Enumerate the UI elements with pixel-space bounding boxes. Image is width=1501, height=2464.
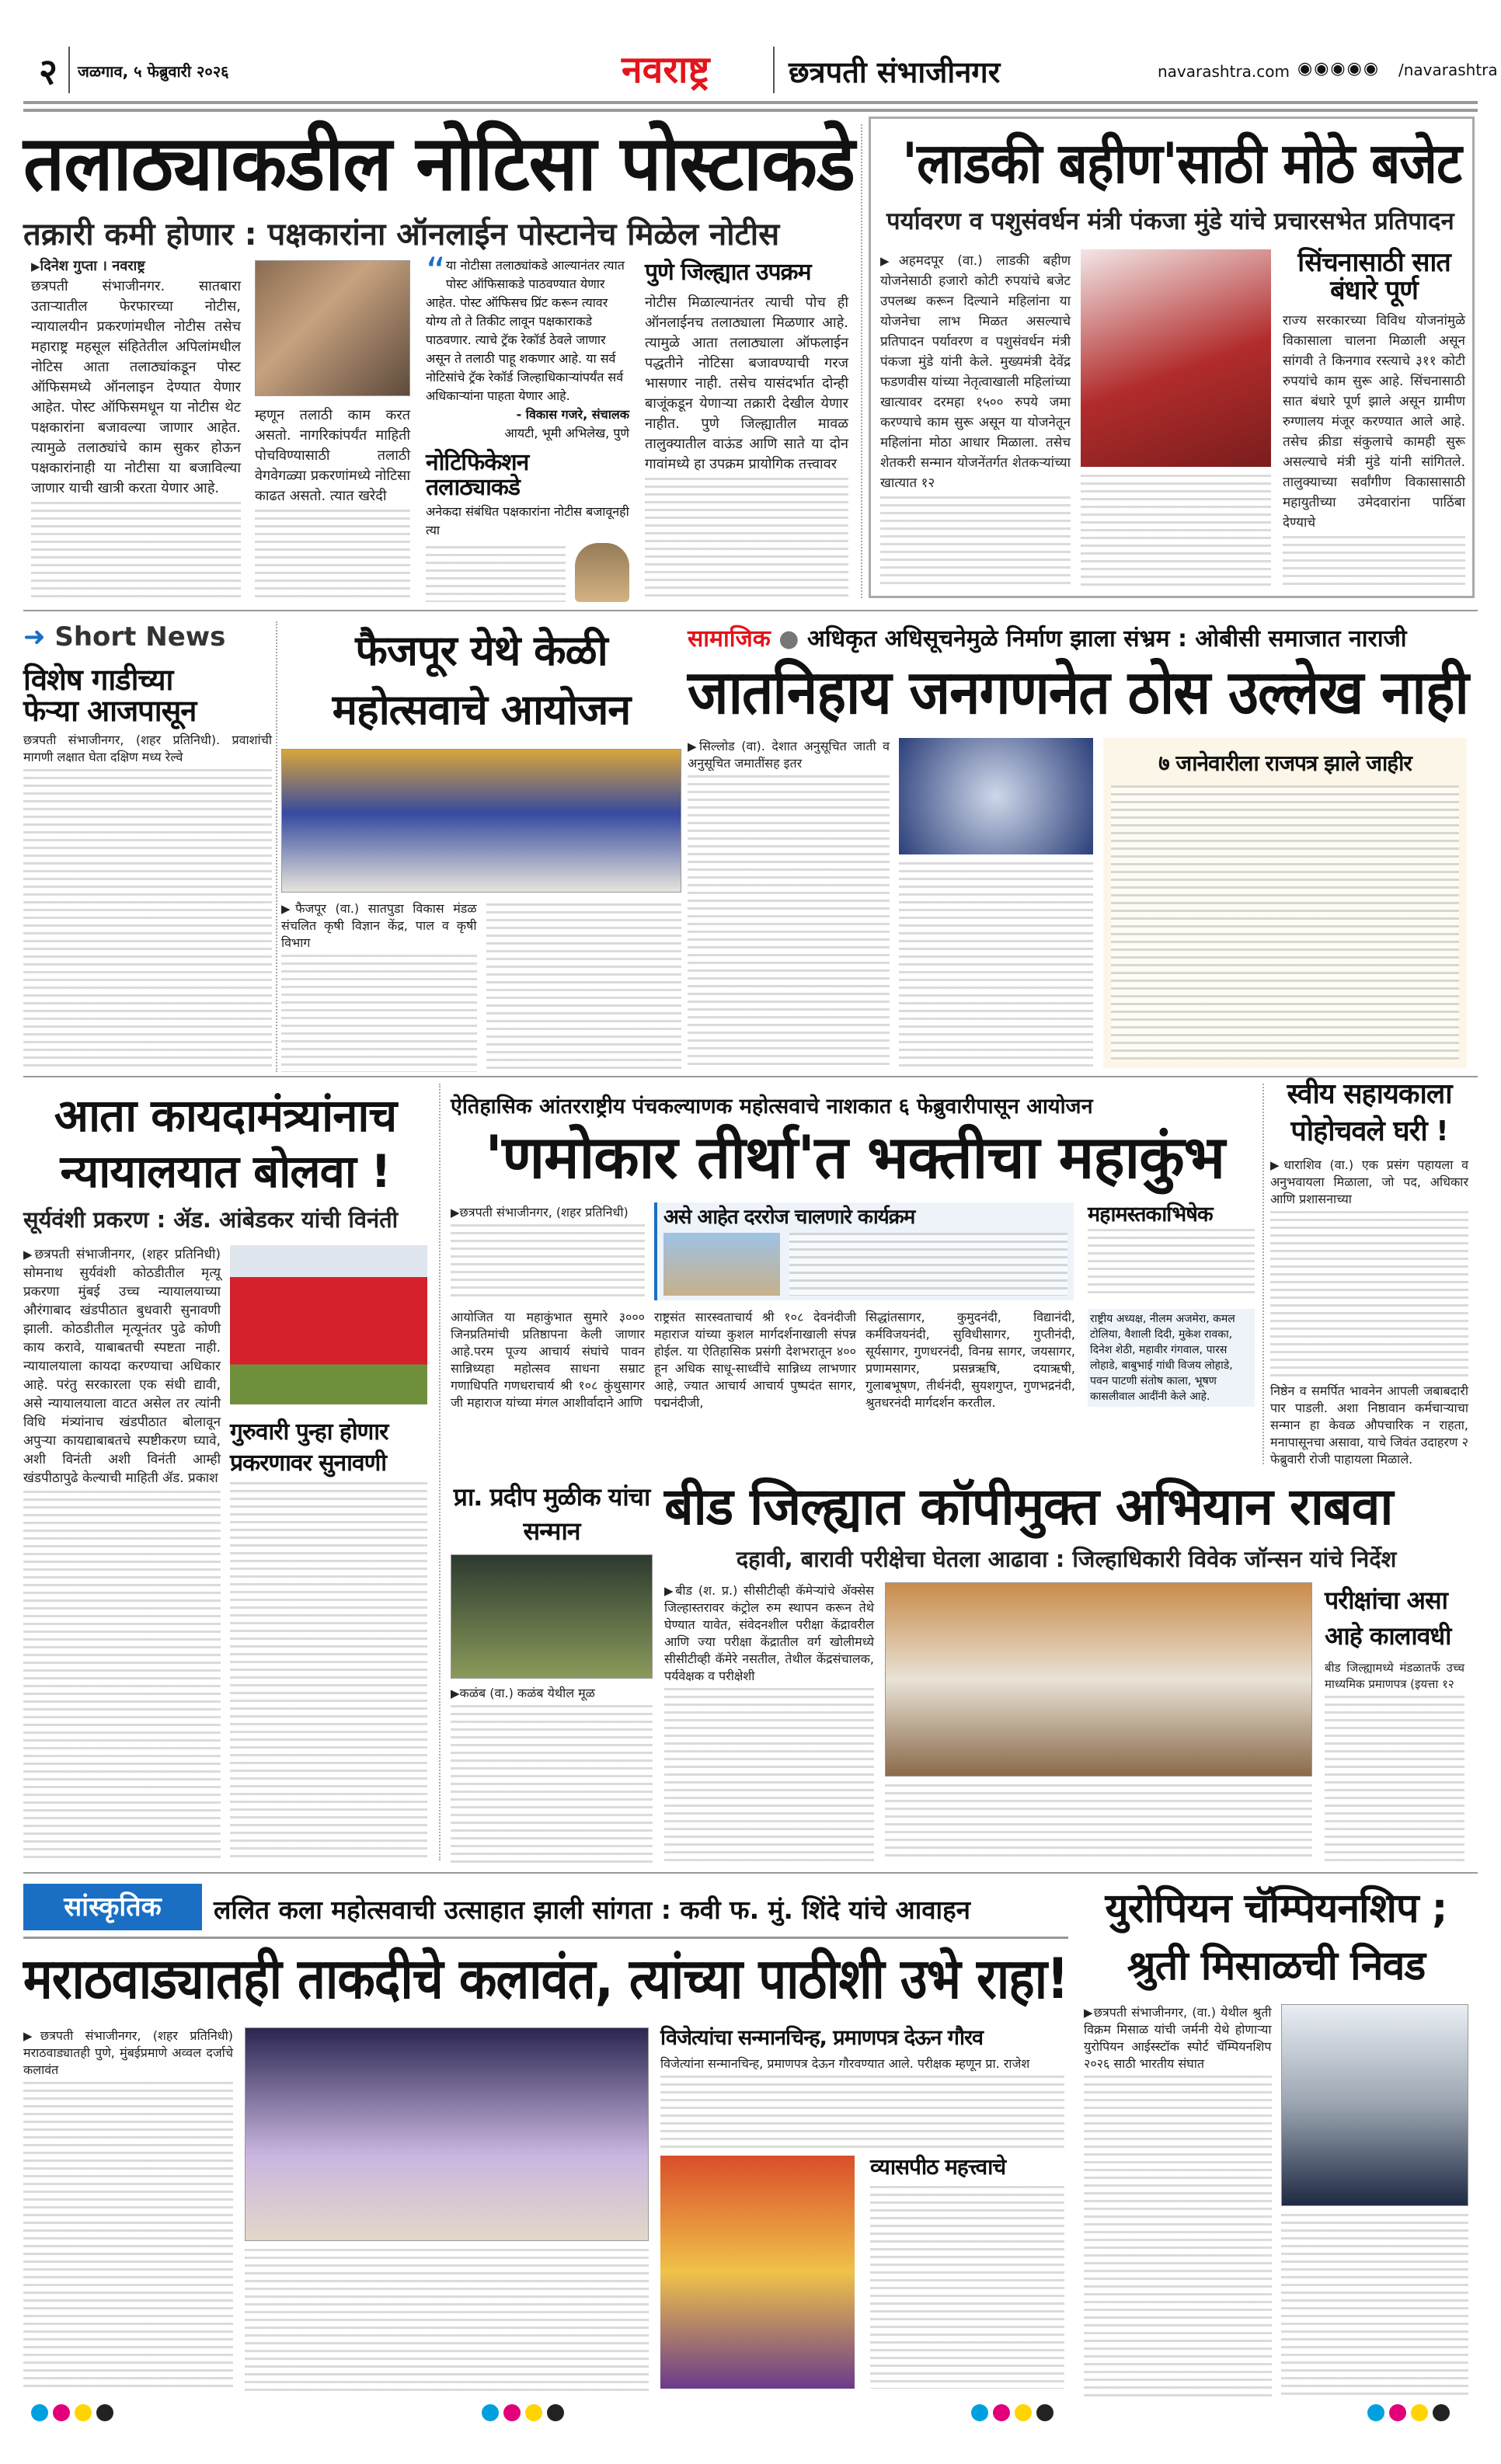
pull-quote: “ या नोटीसा तलाठ्यांकडे आल्यानंतर त्यात पोस्ट ऑफिसाकडे पाठवण्यात येणार आहेत. पोस्ट ऑफिसच प्रिंट करून त्यावर योग्य तो ते तिकीट लावून पक्षकाराकडे पाठवणार. त्याचे ट्रॅक रेकॉर्ड ठेवले जाणार असून ते तलाठी पाहू शकणार आहे. या सर्व नोटिसांचे ट्रॅक रेकॉर्ड जिल्हाधिकाऱ्यांपर्यंत सर्व अधिकाऱ्यांना पाहता येणार आहे. - विकास गजरे, संचालक आयटी, भूमी अभिलेख, पुणे नोटिफिकेशन तलाठ्याकडे अनेकदा संबंधित पक्षकारांना नोटीस बजावूनही त्या [426,256,629,602]
sidebar-body-pune: नोटीस मिळाल्यानंतर त्याची पोच ही ऑनलाईनच तलाठ्याला मिळणार आहे. त्यामुळे आता तलाठ्याला ऑफलाईन पद्धतीने नोटिसा बजावण्याची गरज भासणार नाही. तसेच यासंदर्भात दोन्ही बाजूंकडून येणाऱ्या तक्रारी देखील येणार नाहीत. पुणे जिल्ह्यातील मावळ तालुक्यातील वाऊंड आणि साते या दोन गावांमध्ये हा उपक्रम प्रायोगिक तत्त्वावर [645,294,848,472]
sidebar-heading: महामस्तकाभिषेक [1088,1202,1213,1227]
facebook-icon[interactable]: ◉ [1297,59,1315,78]
column-1: आयोजित या महाकुंभात सुमारे ३००० जिनप्रतिमांची प्रतिष्ठापना केली जाणार आहे.परम पूज्य आचार्य संघांचे पावन सान्निध्यहा महोत्सव साधना सम्राट गणाधिपति गणधराचार्य श्री १०८ कुंथुसागर जी महाराज यांच्या मंगल आशीर्वादाने आणि [451,1310,645,1410]
headline: स्वीय सहायकाला पोहोचवले घरी ! [1287,1078,1452,1147]
headline: युरोपियन चॅम्पियनशिप ; श्रुती मिसाळची निवड [1105,1885,1447,1989]
box-heading: ७ जानेवारीला राजपत्र झाले जाहीर [1158,750,1412,776]
x-icon[interactable]: ◉ [1330,59,1347,78]
story-lalit-kala [23,1884,1068,2396]
short-news-body: छत्रपती संभाजीनगर, (शहर प्रतिनिधी). प्रवाशांची मागणी लक्षात घेता दक्षिण मध्य रेल्वे [23,732,272,764]
sidebar-body: विजेत्यांना सन्मानचिन्ह, प्रमाणपत्र देऊन गौरवण्यात आले. परीक्षक म्हणून प्रा. राजेश [660,2056,1030,2072]
story-beed [664,1477,1468,1864]
story-body: छत्रपती संभाजीनगर. सातबारा उताऱ्यातील फेरफारच्या नोटीस, न्यायालयीन प्रकरणांमधील नोटीस तसेच महाराष्ट्र महसूल संहितेतील अपिलांमधील नोटिस आता तलाठ्यांकडून पोस्ट ऑफिसमध्ये ऑनलाइन देण्यात येणार आहेत. पोस्ट ऑफिसमधून या नोटीस थेट पक्षकारांना बजावल्या जाणार आहेत. त्यामुळे तलाठ्यांचे काम सुकर होऊन पक्षकारांनाही या नोटीसा या बजाविल्या जाणार याची खात्री करता येणार आहे. [31,278,241,496]
headline: फैजपूर येथे केळी महोत्सवाचे आयोजन [332,626,631,734]
brand-logo: नवराष्ट्र [622,48,710,92]
stage-photo [660,2156,855,2389]
meeting-photo [885,1582,1312,1777]
headline: जातनिहाय जनगणनेत ठोस उल्लेख नाही [688,658,1468,728]
census-photo [899,738,1093,854]
register-dot [525,2404,542,2421]
story-body: ▶ छत्रपती संभाजीनगर, (शहर प्रतिनिधी) मराठवाड्यातही पुणे, मुंबईप्रमाणे अव्वल दर्जाचे कलावंत [23,2027,233,2079]
register-dot [53,2404,70,2421]
story-body: ▶ सिल्लोड (वा). देशात अनुसूचित जाती व अनुसूचित जमातींसह इतर [688,738,890,772]
festival-photo [245,2027,649,2241]
box-heading: असे आहेत दररोज चालणारे कार्यक्रम [663,1206,915,1229]
headline: बीड जिल्ह्यात कॉपीमुक्त अभियान राबवा [664,1477,1393,1537]
register-dot [971,2404,988,2421]
register-dot [547,2404,564,2421]
register-dot [96,2404,113,2421]
column-2: राष्ट्रसंत सारस्वताचार्य श्री १०८ देवनंदीजी महाराज यांच्या कुशल मार्गदर्शनाखाली संपन्न होईल. या ऐतिहासिक प्रसंगी देशभरातून ४०० हून अधिक साधू-साध्वींचे सान्निध्य लाभणार आहे, ज्यात आचार्य आचार्य पुष्पदंत सागर, पद्मनंदीजी, [654,1310,856,1410]
overline: ललित कला महोत्सवाची उत्साहात झाली सांगता : कवी फ. मुं. शिंदे यांचे आवाहन [214,1895,970,1925]
register-dot [1036,2404,1053,2421]
story-talathi [23,117,855,606]
story-ladki-bahin [869,117,1475,598]
subhead: सूर्यवंशी प्रकरण : ॲड. आंबेडकर यांची विनंती [23,1206,399,1233]
subhead: दहावी, बारावी परीक्षेचा घेतला आढावा : जिल्हाधिकारी विवेक जॉन्सन यांचे निर्देश [736,1546,1397,1572]
felicitation-photo [451,1554,653,1679]
sidebar-body: अनेकदा संबंधित पक्षकारांना नोटीस बजावूनही त्या [426,504,629,538]
print-register-marks [971,2404,1058,2424]
box-heading: व्यासपीठ महत्त्वाचे [870,2154,1006,2180]
sidebar-heading: नोटिफिकेशन तलाठ्याकडे [426,449,529,501]
sidebar-body: राज्य सरकारच्या विविध योजनांमुळे विकासाला चालना मिळाली असून सांगवी ते किनगाव रस्त्याचे ३११ कोटी रुपयांचे काम सुरू आहे. सिंचनासाठी सात बंधारे पूर्ण झाले असून ग्रामीण रुग्णालय मंजूर करण्यात आले आहे. तसेच क्रीडा संकुलाचे कामही सुरू असल्याचे मंत्री मुंडे यांनी सांगितले. तालुक्याच्या सर्वांगीण विकासासाठी महायुतीच्या उमेदवारांना पाठिंबा देण्याचे [1283,313,1465,531]
sidebar-body: बीड जिल्ह्यामध्ये मंडळातर्फे उच्च माध्यमिक प्रमाणपत्र (इयत्ता १२ [1325,1661,1464,1691]
story-body: ▶ अहमदपूर (वा.) लाडकी बहीण योजनेसाठी हजारो कोटी रुपयांचे बजेट उपलब्ध करून दिल्याने महिलांना या योजनेचा लाभ मिळत असल्याचे प्रतिपादन पर्यावरण व पशुसंवर्धन मंत्री पंकजा मुंडे यांनी केले. मुख्यमंत्री देवेंद्र फडणवीस यांच्या नेतृत्वाखाली महिलांच्या खात्यावर दरमहा १५०० रुपये जमा करण्याचे काम सुरू असून या योजनेतून महिलांना मोठा आधार मिळाला. तसेच शेतकरी सन्मान योजनेंतर्गत शेतकऱ्यांच्या खात्यात १२ [880,251,1071,493]
arrow-icon: ➜ [23,621,46,653]
high-court-photo [230,1245,427,1404]
story-mulik [451,1480,653,1864]
print-register-marks [482,2404,569,2424]
social-handle[interactable]: /navarashtra [1398,61,1498,79]
story-tail: निष्ठेन व समर्पित भावनेन आपली जबाबदारी पार पाडली. अशा निष्ठावान कर्मचाऱ्याचा सन्मान हा केवळ औपचारिक न राहता, मनापासूनचा असावा, याचे जिवंत उदाहरण २ फेब्रुवारी रोजी पाहायला मिळाले. [1270,1383,1468,1467]
story-body: ▶ छत्रपती संभाजीनगर, (वा.) येथील श्रुती विक्रम मिसाळ यांची जर्मनी येथे होणाऱ्या युरोपियन आईस्स्टॉक स्पोर्ट चॅम्पियनशिप २०२६ साठी भारतीय संघात [1084,2004,1272,2072]
short-news [23,621,272,1072]
headline: 'लाडकी बहीण'साठी मोठे बजेट [902,131,1461,196]
register-dot [1411,2404,1428,2421]
register-dot [482,2404,499,2421]
masthead [23,47,1498,93]
youtube-icon[interactable]: ◉ [1346,59,1363,78]
short-news-label: ➜ Short News [23,621,226,653]
story-body-2: म्हणून तलाठी काम करत असतो. नागरिकांपर्यंत माहिती पोचविण्यासाठी तलाठी वेगवेगळ्या प्रकरणांमध्ये नोटिसा काढत असतो. त्यात खरेदी [255,407,410,504]
programme-box [654,1202,1074,1300]
register-dot [1015,2404,1032,2421]
masthead-rule [23,101,1478,112]
edition-date: जळगाव, ५ फेब्रुवारी २०२६ [78,62,229,81]
pankaja-munde-photo [1081,249,1271,467]
story-body: ▶ छत्रपती संभाजीनगर, (शहर प्रतिनिधी) सोमनाथ सुर्यवंशी कोठडीतील मृत्यू प्रकरणा मुंबई उच्च न्यायालयाच्या औरंगाबाद खंडपीठात बुधवारी सुनावणी झाली. कोठडीतील मृत्यूनंतर पुढे कोणी काय करावे, याबाबतची स्पष्टता नाही. न्यायालयाला कायदा करण्याचा अधिकार आहे. परंतु सरकारला एक संधी द्यावी, असे न्यायालयाला वाटत असेल तर त्यांनी विधि मंत्र्यांनाच खंडपीठात बोलावून अपुऱ्या कायद्याबाबतचे स्पष्टीकरण घ्यावे, अशी विनंती अशी विनंती आम्ही खंडपीठापुढे केल्याची माहिती ॲड. प्रकाश [23,1245,221,1488]
headline: मराठवाड्यातही ताकदीचे कलावंत, त्यांच्या पाठीशी उभे राहा! [23,1946,1068,2011]
cartoon-postman [575,543,629,602]
byline: ▶ छत्रपती संभाजीनगर, (शहर प्रतिनिधी) [451,1204,645,1221]
sidebar-heading-pune: पुणे जिल्ह्यात उपक्रम [645,259,811,286]
register-dot [1367,2404,1384,2421]
section-kicker: सांस्कृतिक [23,1884,202,1930]
instagram-icon[interactable]: ◉ [1314,59,1331,78]
register-dot [1389,2404,1406,2421]
print-register-marks [1367,2404,1454,2424]
register-dot [75,2404,92,2421]
story-european-championship [1084,1880,1468,2396]
column-4: राष्ट्रीय अध्यक्ष, नीलम अजमेरा, कमल टोलिया, वैशाली दिदी, मुकेश रावका, दिनेश शेठी, महावीर गंगवाल, पारस लोहाडे, बाबुभाई गांधी विजय लोहाडे, पवन पाटणी संतोष काला, भूषण कासलीवाल आदींनी केले आहे. [1088,1309,1255,1407]
register-dot [31,2404,48,2421]
print-register-marks [31,2404,118,2424]
edition-name: छत्रपती संभाजीनगर [789,55,1001,89]
sidebar-heading: परीक्षांचा असा आहे कालावधी [1325,1585,1451,1651]
website-link[interactable]: navarashtra.com [1158,62,1290,81]
gazette-box [1103,738,1467,1068]
temple-photo [663,1233,780,1296]
story-personal-assistant [1270,1076,1468,1468]
section-kicker: सामाजिक [688,625,771,653]
headline: आता कायदामंत्र्यांनाच न्यायालयात बोलवा ! [54,1089,397,1198]
social-icons[interactable] [1297,59,1380,78]
story-body: ▶ फैजपूर (वा.) सातपुडा विकास मंडळ संचलित कृषी विज्ञान केंद्र, पाल व कृषी विभाग [281,900,477,952]
sidebar-heading: गुरुवारी पुन्हा होणार प्रकरणावर सुनावणी [230,1418,388,1477]
linkedin-icon[interactable]: ◉ [1363,59,1381,78]
story-body: ▶ कळंब (वा.) कळंब येथील मूळ [451,1685,653,1702]
headline: 'णमोकार तीर्था'त भक्तीचा महाकुंभ [484,1122,1225,1192]
banana-festival-photo [281,749,681,893]
headline: तलाठ्याकडील नोटिसा पोस्टाकडे [23,120,855,208]
overline: सामाजिक ● अधिकृत अधिसूचनेमुळे निर्माण झाला संभ्रम : ओबीसी समाजात नाराजी [688,625,1407,653]
headline: प्रा. प्रदीप मुळीक यांचा सन्मान [453,1482,650,1546]
column-3: सिद्धांतसागर, कुमुदनंदी, विद्यानंदी, कर्मविजयनंदी, सुविधीसागर, गुप्तीनंदी, सूर्यसागर, गुणधरनंदी, विनम्र सागर, जयसागर, प्रणामसागर, प्रसन्नऋषि, दयाऋषी, गुलाबभूषण, तीर्थनंदी, सुयशगुप्त, गुणभद्रनंदी, श्रुतधरनंदी मार्गदर्शन करतील. [865,1310,1075,1410]
page-number: २ [39,50,57,92]
notice-photo [255,260,410,396]
overline: ऐतिहासिक आंतरराष्ट्रीय पंचकल्याणक महोत्सवाचे नाशकात ६ फेब्रुवारीपासून आयोजन [451,1095,1093,1119]
sidebar-heading: विजेत्यांचा सन्मानचिन्ह, प्रमाणपत्र देऊन गौरव [660,2026,984,2050]
story-faizpur [281,621,681,1072]
story-law-minister [23,1080,427,1860]
story-namokar [451,1080,1259,1468]
story-body: ▶ धाराशिव (वा.) एक प्रसंग पहायला व अनुभवायला मिळाला, जो पद, अधिकार आणि प्रशासनाच्या [1270,1157,1468,1208]
byline: ▶ दिनेश गुप्ता । नवराष्ट्र [31,256,241,277]
register-dot [1433,2404,1450,2421]
story-body: ▶ बीड (श. प्र.) सीसीटीव्ही कॅमेऱ्यांचे ॲक्सेस जिल्हास्तरावर कंट्रोल रुम स्थापन करून तेथे घेण्यात यावेत, संवेदनशील परीक्षा केंद्रावरील आणि ज्या परीक्षा केंद्रातील वर्ग खोलीमध्ये सीसीटीव्ही कॅमेरे नसतील, तेथील केंद्रसंचालक, पर्यवेक्षक व परीक्षेशी [664,1582,874,1685]
sidebar-heading: सिंचनासाठी सात बंधारे पूर्ण [1297,247,1451,306]
subhead: तक्रारी कमी होणार : पक्षकारांना ऑनलाईन पोस्टानेच मिळेल नोटीस [23,217,780,252]
story-caste-census [688,621,1468,1072]
register-dot [503,2404,521,2421]
quote-icon: “ [426,249,446,294]
register-dot [993,2404,1010,2421]
subhead: पर्यावरण व पशुसंवर्धन मंत्री पंकजा मुंडे यांचे प्रचारसभेत प्रतिपादन [886,207,1454,235]
short-news-headline: विशेष गाडीच्या फेऱ्या आजपासून [23,663,197,728]
shruti-misal-photo [1281,2004,1469,2206]
